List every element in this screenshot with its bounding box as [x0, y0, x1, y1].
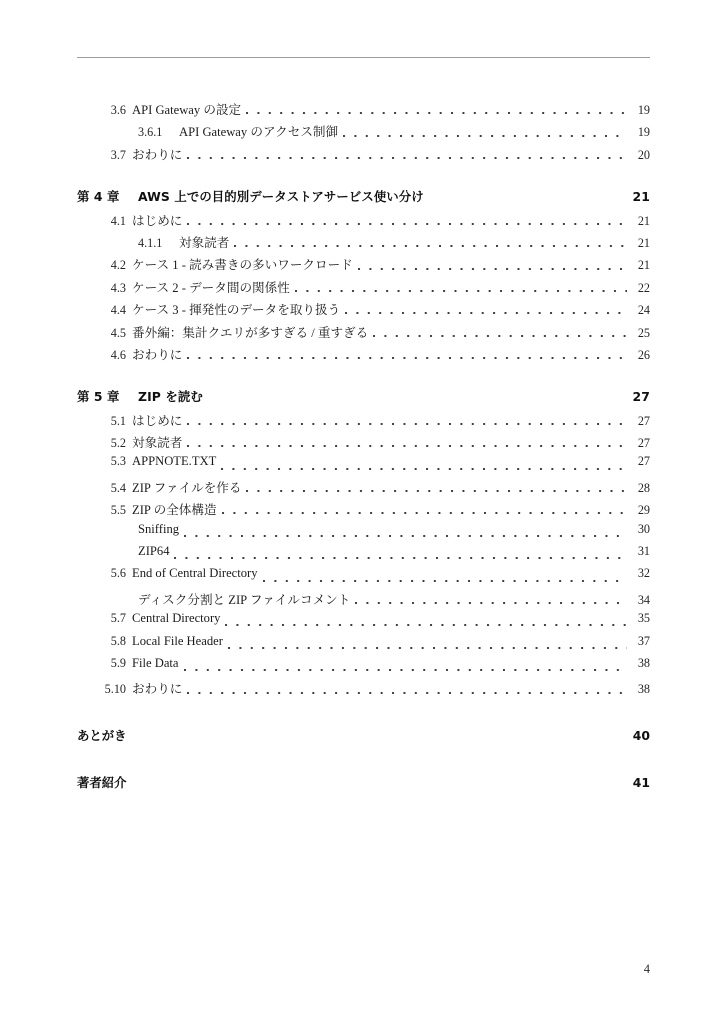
dot-leader [184, 526, 627, 540]
toc-entry-page-number: 29 [637, 503, 650, 518]
toc-entry-number: 第 4 章 [77, 189, 120, 205]
page-number: 4 [643, 962, 650, 976]
toc-entry-number: 第 5 章 [77, 389, 120, 405]
toc-entry-title: ZIP の全体構造 [132, 503, 217, 518]
toc-entry-title: ZIP ファイルを作る [132, 480, 242, 495]
toc-entry-page-number: 34 [637, 592, 650, 607]
toc-entry-number: 5.8 [110, 633, 126, 648]
toc-entry-subentry[interactable] [77, 544, 650, 566]
toc-entry-page-number: 27 [632, 389, 650, 405]
toc-entry-section[interactable] [77, 144, 650, 166]
toc-entry-title: Local File Header [132, 633, 223, 648]
dot-leader [187, 683, 627, 697]
toc-entry-number: 4.3 [110, 280, 126, 295]
toc-entry-page-number: 40 [632, 727, 650, 743]
toc-entry-number: 5.10 [104, 682, 126, 697]
toc-entry-title: AWS 上での目的別データストアサービス使い分け [138, 189, 424, 205]
toc-entry-page-number: 20 [637, 147, 650, 162]
toc-entry-page-number: 41 [632, 775, 650, 791]
toc-entry-title: あとがき [77, 727, 127, 743]
toc-entry-number: 5.3 [110, 454, 126, 469]
toc-entry-section[interactable] [77, 210, 650, 232]
toc-entry-title: ケース 2 - データ間の関係性 [132, 280, 290, 295]
dot-leader [246, 103, 627, 117]
toc-entry-page-number: 22 [637, 280, 650, 295]
dot-leader [295, 281, 627, 295]
toc-entry-number: 5.2 [110, 436, 126, 451]
dot-leader [187, 148, 627, 162]
dot-leader [343, 126, 627, 140]
dot-leader [373, 326, 627, 340]
toc-entry-number: 3.6.1 [138, 125, 163, 140]
toc-entry-title: 著者紹介 [77, 775, 127, 791]
toc-entry-number: 3.6 [110, 103, 126, 117]
toc-entry-page-number: 21 [637, 258, 650, 273]
toc-entry-section[interactable] [77, 499, 650, 521]
toc-entry-title: 番外編：集計クエリが多すぎる / 重すぎる [132, 325, 369, 340]
toc-entry-page-number: 21 [632, 189, 650, 205]
toc-entry-title: API Gateway のアクセス制御 [179, 125, 339, 140]
dot-leader [355, 593, 627, 607]
toc-entry-section[interactable] [77, 477, 650, 499]
toc-entry-title: はじめに [132, 413, 183, 428]
toc-entry-number: 5.7 [110, 611, 126, 626]
toc-entry-page-number: 38 [637, 655, 650, 670]
toc-entry-title: APPNOTE.TXT [132, 454, 217, 469]
toc-entry-section[interactable] [77, 656, 650, 678]
toc-entry-page-number: 21 [637, 235, 650, 250]
toc-entry-subentry[interactable] [77, 522, 650, 544]
toc-entry-page-number: 28 [637, 480, 650, 495]
toc-entry-section[interactable] [77, 678, 650, 700]
toc-entry-section[interactable] [77, 611, 650, 633]
toc-entry-title: API Gateway の設定 [132, 103, 242, 117]
toc-entry-number: 4.6 [110, 347, 126, 362]
toc-entry-number: 5.9 [110, 655, 126, 670]
toc-block-spacer [77, 166, 650, 176]
toc-entry-section[interactable] [77, 410, 650, 432]
toc-entry-chapter[interactable] [77, 187, 650, 209]
dot-leader [187, 348, 627, 362]
toc-entry-title: 対象読者 [179, 235, 230, 250]
header-rule [77, 57, 650, 58]
toc-entry-subsection[interactable] [77, 121, 650, 143]
toc-entry-page-number: 19 [637, 103, 650, 117]
toc-block-spacer [77, 366, 650, 376]
toc-entry-title: ディスク分割と ZIP ファイルコメント [138, 592, 351, 607]
toc-entry-title: はじめに [132, 213, 183, 228]
toc-entry-number: 5.4 [110, 480, 126, 495]
dot-leader [345, 303, 627, 317]
toc-entry-page-number: 21 [637, 213, 650, 228]
toc-entry-section[interactable] [77, 566, 650, 588]
toc-entry-page-number: 30 [637, 521, 650, 536]
dot-leader [228, 638, 627, 652]
toc-entry-title: ケース 1 - 読み書きの多いワークロード [132, 258, 353, 273]
toc-entry-page-number: 26 [637, 347, 650, 362]
toc-entry-section[interactable] [77, 322, 650, 344]
toc-entry-page-number: 24 [637, 303, 650, 318]
toc-entry-section[interactable] [77, 254, 650, 276]
toc-entry-number: 4.2 [110, 258, 126, 273]
toc-entry-page-number: 37 [637, 633, 650, 648]
dot-leader [174, 548, 627, 562]
toc-entry-subsection[interactable] [77, 232, 650, 254]
toc-entry-chapter[interactable] [77, 387, 650, 409]
toc-entry-page-number: 25 [637, 325, 650, 340]
dot-leader [187, 214, 627, 228]
toc-entry-title: Sniffing [138, 521, 180, 536]
toc-entry-section[interactable] [77, 99, 650, 121]
toc-entry-title: ZIP を読む [138, 389, 203, 405]
dot-leader [246, 481, 627, 495]
toc-entry-section[interactable] [77, 344, 650, 366]
table-of-contents [77, 99, 650, 796]
toc-entry-plain[interactable] [77, 726, 650, 748]
dot-leader [358, 259, 627, 273]
toc-entry-title: ケース 3 - 揮発性のデータを取り扱う [132, 303, 341, 318]
toc-entry-page-number: 31 [637, 544, 650, 559]
toc-entry-subentry[interactable] [77, 589, 650, 611]
toc-entry-section[interactable] [77, 277, 650, 299]
dot-leader [187, 414, 627, 428]
toc-entry-section[interactable] [77, 454, 650, 476]
toc-entry-number: 4.4 [110, 303, 126, 318]
toc-entry-title: 対象読者 [132, 436, 183, 451]
toc-entry-title: ZIP64 [138, 544, 170, 559]
dot-leader [234, 236, 627, 250]
toc-entry-title: おわりに [132, 347, 183, 362]
dot-leader [225, 615, 627, 629]
toc-entry-title: おわりに [132, 682, 183, 697]
toc-entry-number: 4.5 [110, 325, 126, 340]
toc-entry-page-number: 19 [637, 125, 650, 140]
toc-entry-number: 5.5 [110, 503, 126, 518]
toc-entry-number: 5.1 [110, 413, 126, 428]
dot-leader [187, 436, 627, 450]
dot-leader [263, 571, 627, 585]
toc-entry-title: おわりに [132, 147, 183, 162]
toc-entry-page-number: 35 [637, 611, 650, 626]
toc-entry-page-number: 38 [637, 682, 650, 697]
dot-leader [221, 459, 627, 473]
toc-entry-number: 4.1.1 [138, 235, 163, 250]
toc-entry-number: 4.1 [110, 213, 126, 228]
toc-entry-section[interactable] [77, 634, 650, 656]
toc-entry-section[interactable] [77, 432, 650, 454]
toc-entry-title: File Data [132, 655, 179, 670]
toc-entry-page-number: 32 [637, 566, 650, 581]
toc-entry-page-number: 27 [637, 436, 650, 451]
toc-entry-number: 3.7 [110, 147, 126, 162]
toc-entry-page-number: 27 [637, 413, 650, 428]
toc-entry-number: 5.6 [110, 566, 126, 581]
toc-entry-page-number: 27 [637, 454, 650, 469]
toc-entry-title: End of Central Directory [132, 566, 258, 581]
toc-entry-plain[interactable] [77, 773, 650, 795]
toc-entry-section[interactable] [77, 299, 650, 321]
dot-leader [184, 660, 627, 674]
dot-leader [222, 503, 627, 517]
toc-entry-title: Central Directory [132, 611, 221, 626]
